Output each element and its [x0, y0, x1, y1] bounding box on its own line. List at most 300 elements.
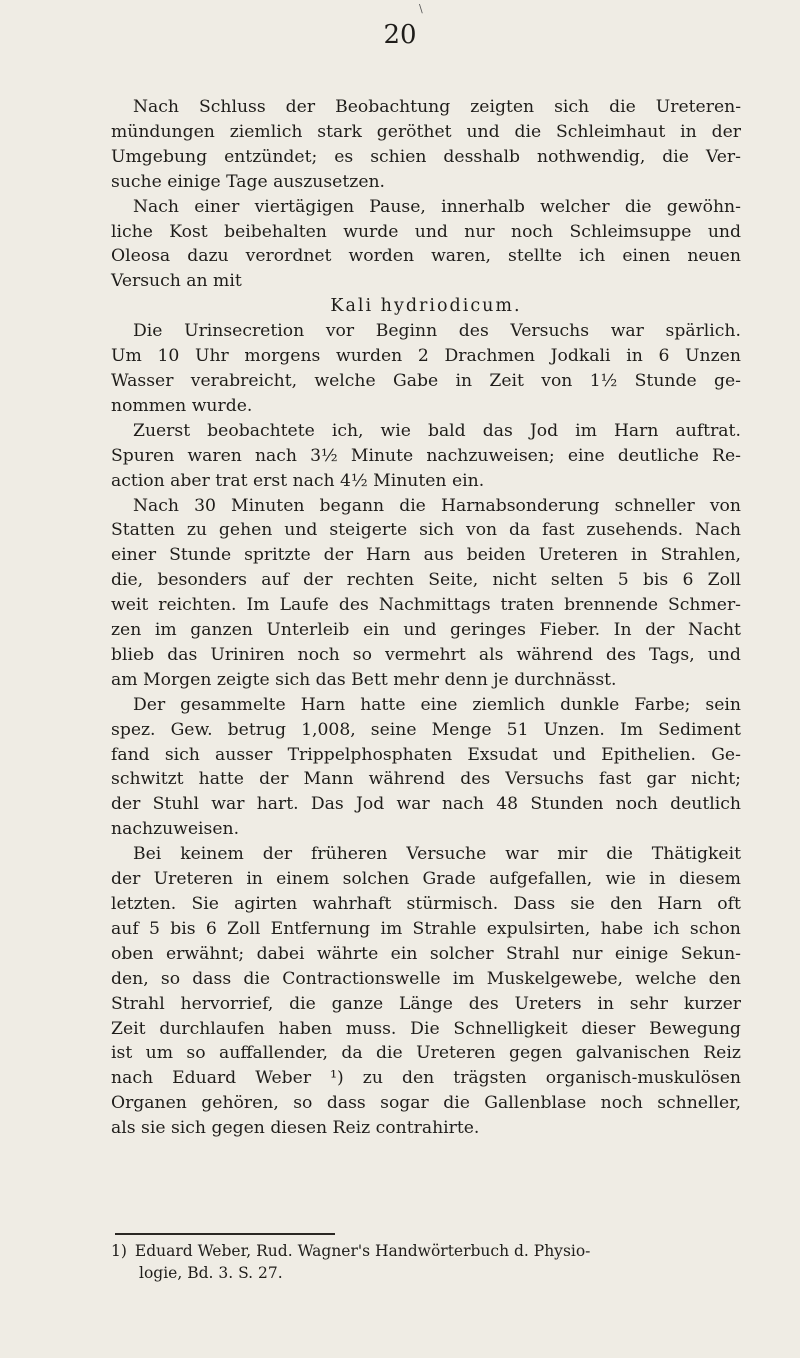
word: Zuerst [133, 420, 191, 441]
word: des [468, 993, 499, 1014]
word: Strahle [412, 918, 477, 939]
word: vermehrt [385, 644, 466, 665]
word: da [341, 1043, 363, 1064]
word: der [645, 620, 675, 641]
word: das [167, 644, 198, 665]
word: stellte [508, 246, 563, 267]
word: Schleimsuppe [569, 221, 692, 242]
text-line [111, 1091, 741, 1116]
word: Grade [422, 869, 476, 890]
word: Jod [356, 794, 385, 815]
word: muss. [345, 1018, 397, 1039]
word: schneller, [657, 1093, 741, 1114]
word: Beginn [375, 321, 438, 342]
word: Um [111, 346, 142, 367]
word: nur [572, 943, 603, 964]
text-line [111, 543, 741, 568]
word: durchlaufen [159, 1018, 265, 1039]
word: Nacht [688, 620, 741, 641]
word: 3½ [310, 445, 338, 466]
word: den, [111, 968, 149, 989]
word: 1,008, [301, 719, 356, 740]
word: war [610, 321, 644, 342]
word: Mann [303, 769, 354, 790]
word: da [509, 520, 531, 541]
word: Entfernung [270, 918, 371, 939]
word: worden [348, 246, 415, 267]
word: der [323, 545, 354, 566]
word: der [262, 844, 293, 865]
word: beibehalten [224, 221, 327, 242]
word: noch [511, 221, 554, 242]
word: in [455, 370, 473, 391]
word: geröthet [376, 121, 452, 142]
word: eine [567, 445, 605, 466]
word: waren, [431, 246, 491, 267]
word: viertägigen [254, 196, 355, 217]
word: des [338, 595, 369, 616]
word: Sekun- [680, 943, 741, 964]
word: Uriniren [210, 644, 285, 665]
word: sich [164, 744, 200, 765]
text-line [111, 942, 741, 967]
word: Bewegung [649, 1018, 741, 1039]
word: Umgebung [111, 146, 208, 167]
word: seine [370, 719, 417, 740]
word: wie [380, 420, 411, 441]
word: Beobachtung [335, 97, 451, 117]
word: nach [254, 445, 297, 466]
word: auffallender, [219, 1043, 328, 1064]
word: Trippelphosphaten [287, 744, 453, 765]
word: der [303, 570, 333, 591]
word: keinem [180, 844, 244, 865]
word: galvanischen [575, 1043, 690, 1064]
word: Schleimhaut [556, 121, 666, 142]
word: Schmer- [668, 595, 741, 616]
word: Nach [133, 97, 179, 117]
text-line [111, 767, 741, 792]
word: einer [111, 545, 157, 566]
text-line-content: Kali hydriodicum. [330, 296, 522, 317]
word: und [403, 620, 437, 641]
word: ich [579, 246, 606, 267]
word: nach [111, 1068, 154, 1089]
word: Die [133, 321, 163, 342]
footnote [111, 1240, 741, 1284]
word: Schnelligkeit [453, 1018, 568, 1039]
footnote-divider [115, 1233, 335, 1235]
word: Unzen [685, 346, 741, 367]
text-line [111, 1116, 741, 1141]
word: bald [427, 420, 466, 441]
word: Strahl [111, 993, 165, 1014]
word: Harnabsonderung [440, 495, 600, 516]
word: nachzuweisen; [426, 445, 555, 466]
margin-mark: \ [419, 2, 423, 15]
word: zeigten [470, 97, 535, 117]
text-line [111, 593, 741, 618]
word: in [626, 346, 643, 367]
word: stürmisch. [406, 894, 499, 914]
word: Organen [111, 1093, 187, 1114]
word: Exsudat [467, 744, 538, 765]
word: früheren [311, 844, 388, 865]
word: im [154, 620, 177, 641]
word: Seite, [428, 570, 479, 591]
word: Wasser [111, 370, 174, 391]
word: die [606, 844, 633, 865]
word: und [552, 744, 586, 765]
word: fast [542, 520, 575, 541]
word: welche [314, 370, 376, 391]
word: während [516, 644, 593, 665]
word: als [478, 644, 504, 665]
word: reichten. [158, 595, 237, 616]
word: des [458, 321, 489, 342]
word: der [285, 97, 316, 117]
word: spez. [111, 719, 156, 740]
word: wahrhaft [312, 894, 392, 914]
word: hervorrief, [180, 993, 274, 1014]
word: liche [111, 221, 153, 242]
word: die [399, 495, 426, 516]
word: einem [276, 869, 330, 890]
word: die [243, 968, 271, 989]
footnote-label: 1) [111, 1242, 127, 1260]
text-line [111, 494, 741, 519]
text-line [111, 1066, 741, 1091]
word: 6 [682, 570, 694, 591]
word: im [380, 918, 403, 939]
text-line [111, 618, 741, 643]
word: Nach [133, 196, 179, 217]
word: den [708, 968, 741, 989]
word: Reiz [703, 1043, 741, 1064]
word: Ureteren [416, 1043, 496, 1064]
word: die [443, 1093, 470, 1114]
word: von [709, 495, 741, 516]
word: solchen [342, 869, 410, 890]
word: Stuhl [152, 794, 199, 815]
text-line-content: am Morgen zeigte sich das Bett mehr denn je durchnässt. [111, 669, 617, 690]
word: Jod [529, 420, 559, 441]
word: nicht; [690, 769, 741, 790]
word: Strahlen, [660, 545, 741, 566]
word: 2 [417, 346, 429, 367]
word: mir [557, 844, 588, 865]
word: so [186, 1043, 206, 1064]
word: so [352, 644, 372, 665]
word: ich [653, 918, 680, 939]
word: brennende [564, 595, 659, 616]
word: Versuchs [505, 769, 584, 790]
word: gewöhn- [666, 196, 741, 217]
word: solcher [429, 943, 494, 964]
word: der [711, 121, 741, 142]
word: dabei [256, 943, 305, 964]
word: Statten [111, 520, 175, 541]
text-line [111, 344, 741, 369]
word: nicht [492, 570, 537, 591]
word: diesem [678, 869, 741, 890]
word: Sie [191, 894, 219, 914]
word: Gabe [393, 370, 439, 391]
word: vor [325, 321, 355, 342]
text-line [111, 319, 741, 344]
word: schneller [614, 495, 695, 516]
text-line-content: nachzuweisen. [111, 819, 240, 840]
word: habe [600, 918, 644, 939]
word: im [452, 968, 475, 989]
word: die [609, 97, 636, 117]
word: Drachmen [444, 346, 535, 367]
word: sie [570, 894, 595, 914]
text-line [111, 294, 741, 319]
word: betrug [227, 719, 287, 740]
word: geringes [450, 620, 526, 641]
word: Der [133, 694, 166, 715]
word: dazu [187, 246, 229, 267]
word: blieb [111, 644, 155, 665]
word: die, [111, 570, 144, 591]
text-line-content: suche einige Tage auszusetzen. [111, 171, 386, 192]
word: um [145, 1043, 174, 1064]
word: haben [278, 1018, 333, 1039]
word: 10 [157, 346, 180, 367]
word: Versuche [406, 844, 487, 865]
word: des [606, 644, 636, 665]
word: Zeit [489, 370, 524, 391]
word: ziemlich [472, 694, 546, 715]
word: Nach [133, 495, 179, 516]
word: noch [615, 794, 658, 815]
word: sein [705, 694, 741, 715]
word: einige [614, 943, 669, 964]
text-line [111, 792, 741, 817]
word: die [376, 1043, 403, 1064]
word: noch [600, 1093, 643, 1114]
word: und [466, 121, 500, 142]
text-line [111, 967, 741, 992]
word: verordnet [245, 246, 332, 267]
word: trägsten [453, 1068, 527, 1089]
word: selten [550, 570, 604, 591]
word: Im [619, 719, 644, 740]
word: morgens [244, 346, 321, 367]
word: im [575, 420, 597, 441]
word: der [259, 769, 289, 790]
word: Ge- [711, 744, 741, 765]
text-line [111, 668, 741, 693]
word: Gew. [170, 719, 213, 740]
word: sehr [629, 993, 669, 1014]
word: hart. [256, 794, 299, 815]
word: der [111, 794, 141, 815]
word: Die [410, 1018, 440, 1039]
text-line-content: action aber trat erst nach 4½ Minuten ein. [111, 470, 485, 491]
word: Epithelien. [601, 744, 697, 765]
text-line [111, 95, 741, 120]
word: die [624, 196, 652, 217]
word: auf [111, 918, 139, 939]
text-line [111, 568, 741, 593]
word: auftrat. [675, 420, 741, 441]
word: zusehends. [586, 520, 684, 541]
word: mündungen [111, 121, 215, 142]
word: entzündet; [224, 146, 318, 167]
word: schwitzt [111, 769, 184, 790]
text-line [111, 369, 741, 394]
word: Unterleib [266, 620, 350, 641]
word: Harn [657, 894, 703, 914]
word: Stunde [169, 545, 232, 566]
word: Spuren [111, 445, 175, 466]
word: Stunde [634, 370, 697, 391]
word: Menge [431, 719, 492, 740]
word: dunkle [560, 694, 620, 715]
word: In [613, 620, 632, 641]
word: begann [319, 495, 385, 516]
word: desshalb [443, 146, 521, 167]
word: schien [370, 146, 427, 167]
word: letzten. [111, 894, 177, 914]
word: 5 [617, 570, 629, 591]
word: hatte [198, 769, 244, 790]
word: in [680, 121, 697, 142]
word: bis [170, 918, 196, 939]
word: Gallenblase [484, 1093, 587, 1114]
word: oft [717, 894, 741, 914]
word: Ureteren- [655, 97, 741, 117]
text-line [111, 444, 741, 469]
word: zu [362, 1068, 383, 1089]
page-number: 20 [383, 20, 417, 50]
word: Eduard [172, 1068, 237, 1089]
word: fast [598, 769, 632, 790]
word: deutliche [617, 445, 699, 466]
word: den [610, 894, 643, 914]
word: Bei [133, 844, 162, 865]
word: nach [441, 794, 484, 815]
word: Ureteren [538, 545, 619, 566]
word: ein [390, 943, 418, 964]
word: von [465, 520, 498, 541]
word: des [460, 769, 491, 790]
word: Im [246, 595, 270, 616]
word: schon [689, 918, 741, 939]
word: auf [261, 570, 289, 591]
word: war [211, 794, 245, 815]
word: ein [363, 620, 390, 641]
text-line [111, 1041, 741, 1066]
text-line [111, 643, 741, 668]
word: ausser [215, 744, 273, 765]
word: organisch-muskulösen [545, 1068, 741, 1089]
word: weit [111, 595, 149, 616]
text-line-content: als sie sich gegen diesen Reiz contrahirte. [111, 1118, 480, 1139]
word: Re- [712, 445, 741, 466]
text-line [111, 120, 741, 145]
text-line [111, 892, 741, 917]
word: aufgefallen, [489, 869, 593, 890]
word: Harn [613, 420, 659, 441]
word: gar [646, 769, 676, 790]
word: Länge [399, 993, 453, 1014]
text-line [111, 992, 741, 1017]
body-text [111, 95, 741, 1141]
text-line [111, 1017, 741, 1042]
word: 5 [148, 918, 160, 939]
word: Zeit [111, 1018, 146, 1039]
text-line [111, 244, 741, 269]
word: Muskelgewebe, [486, 968, 624, 989]
word: 6 [658, 346, 670, 367]
word: steigerte [329, 520, 408, 541]
word: die [662, 146, 689, 167]
footnote-line: Eduard Weber, Rud. Wagner's Handwörterbuch d. Physio- [134, 1242, 591, 1260]
text-line-content: nommen wurde. [111, 395, 253, 416]
word: gehen [218, 520, 273, 541]
word: Nach [695, 520, 741, 541]
text-line [111, 867, 741, 892]
word: spärlich. [665, 321, 741, 342]
word: einer [194, 196, 240, 217]
text-line-content: Versuch an mit [111, 271, 242, 292]
text-line [111, 220, 741, 245]
word: sich [554, 97, 590, 117]
text-line [111, 718, 741, 743]
word: so [160, 968, 181, 989]
word: spritzte [244, 545, 311, 566]
word: Dass [513, 894, 556, 914]
text-line [111, 817, 741, 842]
word: Schluss [198, 97, 266, 117]
word: war [396, 794, 430, 815]
word: gegen [508, 1043, 563, 1064]
word: Sediment [658, 719, 741, 740]
word: welcher [540, 196, 610, 217]
text-line [111, 145, 741, 170]
word: sich [419, 520, 455, 541]
word: das [482, 420, 513, 441]
word: zu [186, 520, 207, 541]
text-line [111, 469, 741, 494]
text-line [111, 693, 741, 718]
word: und [707, 644, 741, 665]
word: wurde [343, 221, 399, 242]
word: traten [500, 595, 555, 616]
word: Uhr [194, 346, 229, 367]
word: Unzen. [543, 719, 605, 740]
text-line [111, 195, 741, 220]
word: dieser [581, 1018, 636, 1039]
word: Kost [169, 221, 208, 242]
word: gehören, [201, 1093, 279, 1114]
word: und [414, 221, 448, 242]
word: Ver- [705, 146, 741, 167]
word: Das [310, 794, 344, 815]
word: gesammelte [180, 694, 286, 715]
text-line [111, 518, 741, 543]
word: während [368, 769, 446, 790]
word: es [334, 146, 354, 167]
word: in [631, 545, 648, 566]
word: den [401, 1068, 435, 1089]
word: bis [642, 570, 669, 591]
word: erwähnt; [166, 943, 245, 964]
word: 51 [506, 719, 529, 740]
